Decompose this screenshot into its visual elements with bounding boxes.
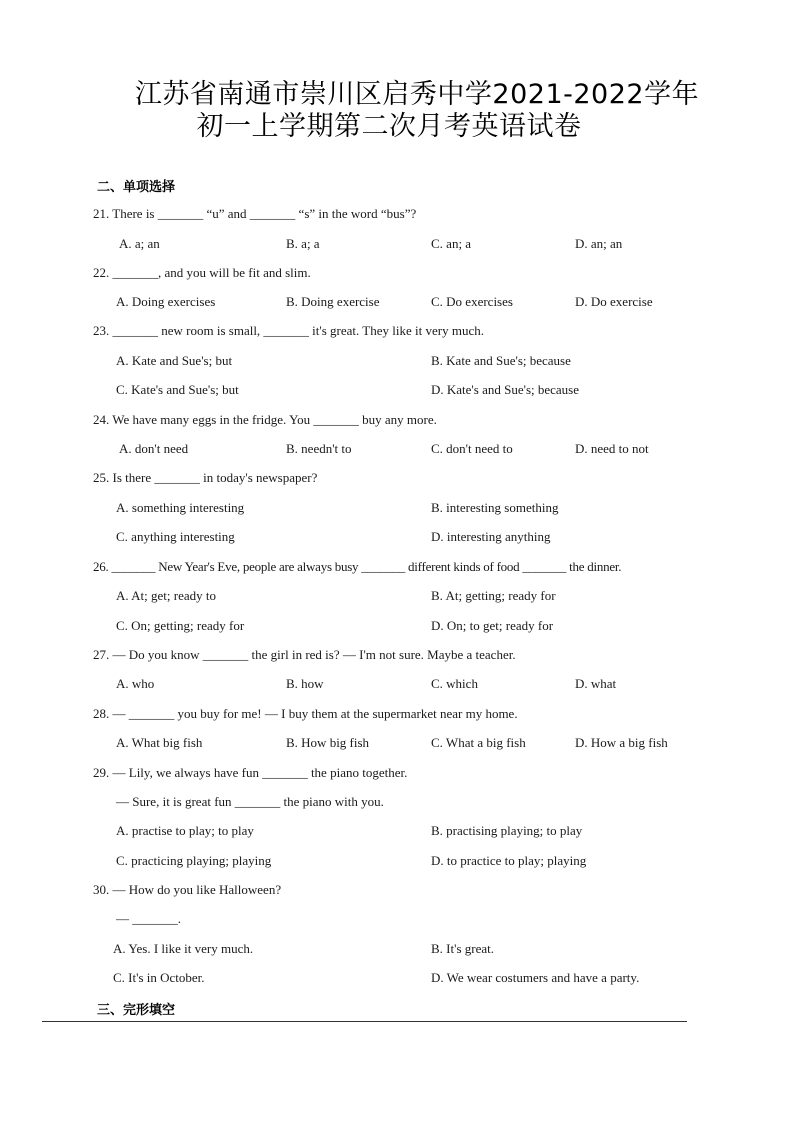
bottom-divider <box>42 1021 687 1022</box>
question-30-option-a[interactable]: A. Yes. I like it very much. <box>113 941 254 956</box>
question-30-stem-reply: — _______. <box>116 911 181 926</box>
question-27-option-b[interactable]: B. how <box>286 676 324 691</box>
exam-title-line-2: 初一上学期第二次月考英语试卷 <box>196 111 582 142</box>
question-22-stem: 22. _______, and you will be fit and slim. <box>93 265 311 280</box>
section-heading-cloze: 三、完形填空 <box>97 1003 176 1018</box>
question-29-stem: 29. — Lily, we always have fun _______ the piano together. <box>93 765 408 780</box>
question-26-option-b[interactable]: B. At; getting; ready for <box>431 588 556 603</box>
question-21-option-d[interactable]: D. an; an <box>575 236 623 251</box>
question-24-option-a[interactable]: A. don't need <box>119 441 189 456</box>
question-25-option-d[interactable]: D. interesting anything <box>431 529 551 544</box>
question-26-option-d[interactable]: D. On; to get; ready for <box>431 618 554 633</box>
question-28-option-b[interactable]: B. How big fish <box>286 735 370 750</box>
question-24-stem: 24. We have many eggs in the fridge. You _______ buy any more. <box>93 412 437 427</box>
question-24-option-c[interactable]: C. don't need to <box>431 441 513 456</box>
question-26-option-c[interactable]: C. On; getting; ready for <box>116 618 245 633</box>
question-30-option-d[interactable]: D. We wear costumers and have a party. <box>431 970 640 985</box>
question-30-option-c[interactable]: C. It's in October. <box>113 970 205 985</box>
question-29-stem-reply: — Sure, it is great fun _______ the piano with you. <box>116 794 384 809</box>
question-26-option-a[interactable]: A. At; get; ready to <box>116 588 217 603</box>
question-23-stem: 23. _______ new room is small, _______ it's great. They like it very much. <box>93 323 484 338</box>
question-21-option-b[interactable]: B. a; a <box>286 236 320 251</box>
question-27-stem: 27. — Do you know _______ the girl in red is? — I'm not sure. Maybe a teacher. <box>93 647 516 662</box>
question-29-option-c[interactable]: C. practicing playing; playing <box>116 853 272 868</box>
question-27-option-c[interactable]: C. which <box>431 676 478 691</box>
question-22-option-c[interactable]: C. Do exercises <box>431 294 513 309</box>
question-30-stem: 30. — How do you like Halloween? <box>93 882 282 897</box>
question-25-option-c[interactable]: C. anything interesting <box>116 529 235 544</box>
question-28-option-c[interactable]: C. What a big fish <box>431 735 526 750</box>
question-21-option-c[interactable]: C. an; a <box>431 236 472 251</box>
question-29-option-d[interactable]: D. to practice to play; playing <box>431 853 587 868</box>
question-23-option-b[interactable]: B. Kate and Sue's; because <box>431 353 571 368</box>
question-25-stem: 25. Is there _______ in today's newspaper? <box>93 470 318 485</box>
question-28-option-d[interactable]: D. How a big fish <box>575 735 668 750</box>
question-25-option-b[interactable]: B. interesting something <box>431 500 559 515</box>
question-26-stem: 26. _______ New Year's Eve, people are always busy _______ different kinds of food _______ the dinner. <box>93 559 622 574</box>
question-24-option-d[interactable]: D. need to not <box>575 441 649 456</box>
question-24-option-b[interactable]: B. needn't to <box>286 441 352 456</box>
exam-title-line-1: 江苏省南通市崇川区启秀中学2021-2022学年 <box>134 79 700 110</box>
question-28-stem: 28. — _______ you buy for me! — I buy them at the supermarket near my home. <box>93 706 518 721</box>
question-21-stem: 21. There is _______ “u” and _______ “s” in the word “bus”? <box>93 206 417 221</box>
question-22-option-a[interactable]: A. Doing exercises <box>116 294 216 309</box>
question-29-option-b[interactable]: B. practising playing; to play <box>431 823 583 838</box>
question-28-option-a[interactable]: A. What big fish <box>116 735 203 750</box>
question-27-option-a[interactable]: A. who <box>116 676 155 691</box>
question-29-option-a[interactable]: A. practise to play; to play <box>116 823 254 838</box>
section-heading-multiple-choice: 二、单项选择 <box>97 180 176 195</box>
question-23-option-a[interactable]: A. Kate and Sue's; but <box>116 353 233 368</box>
question-25-option-a[interactable]: A. something interesting <box>116 500 245 515</box>
question-23-option-d[interactable]: D. Kate's and Sue's; because <box>431 382 580 397</box>
question-27-option-d[interactable]: D. what <box>575 676 617 691</box>
question-21-option-a[interactable]: A. a; an <box>119 236 160 251</box>
question-30-option-b[interactable]: B. It's great. <box>431 941 494 956</box>
question-22-option-b[interactable]: B. Doing exercise <box>286 294 380 309</box>
question-22-option-d[interactable]: D. Do exercise <box>575 294 653 309</box>
question-23-option-c[interactable]: C. Kate's and Sue's; but <box>116 382 239 397</box>
